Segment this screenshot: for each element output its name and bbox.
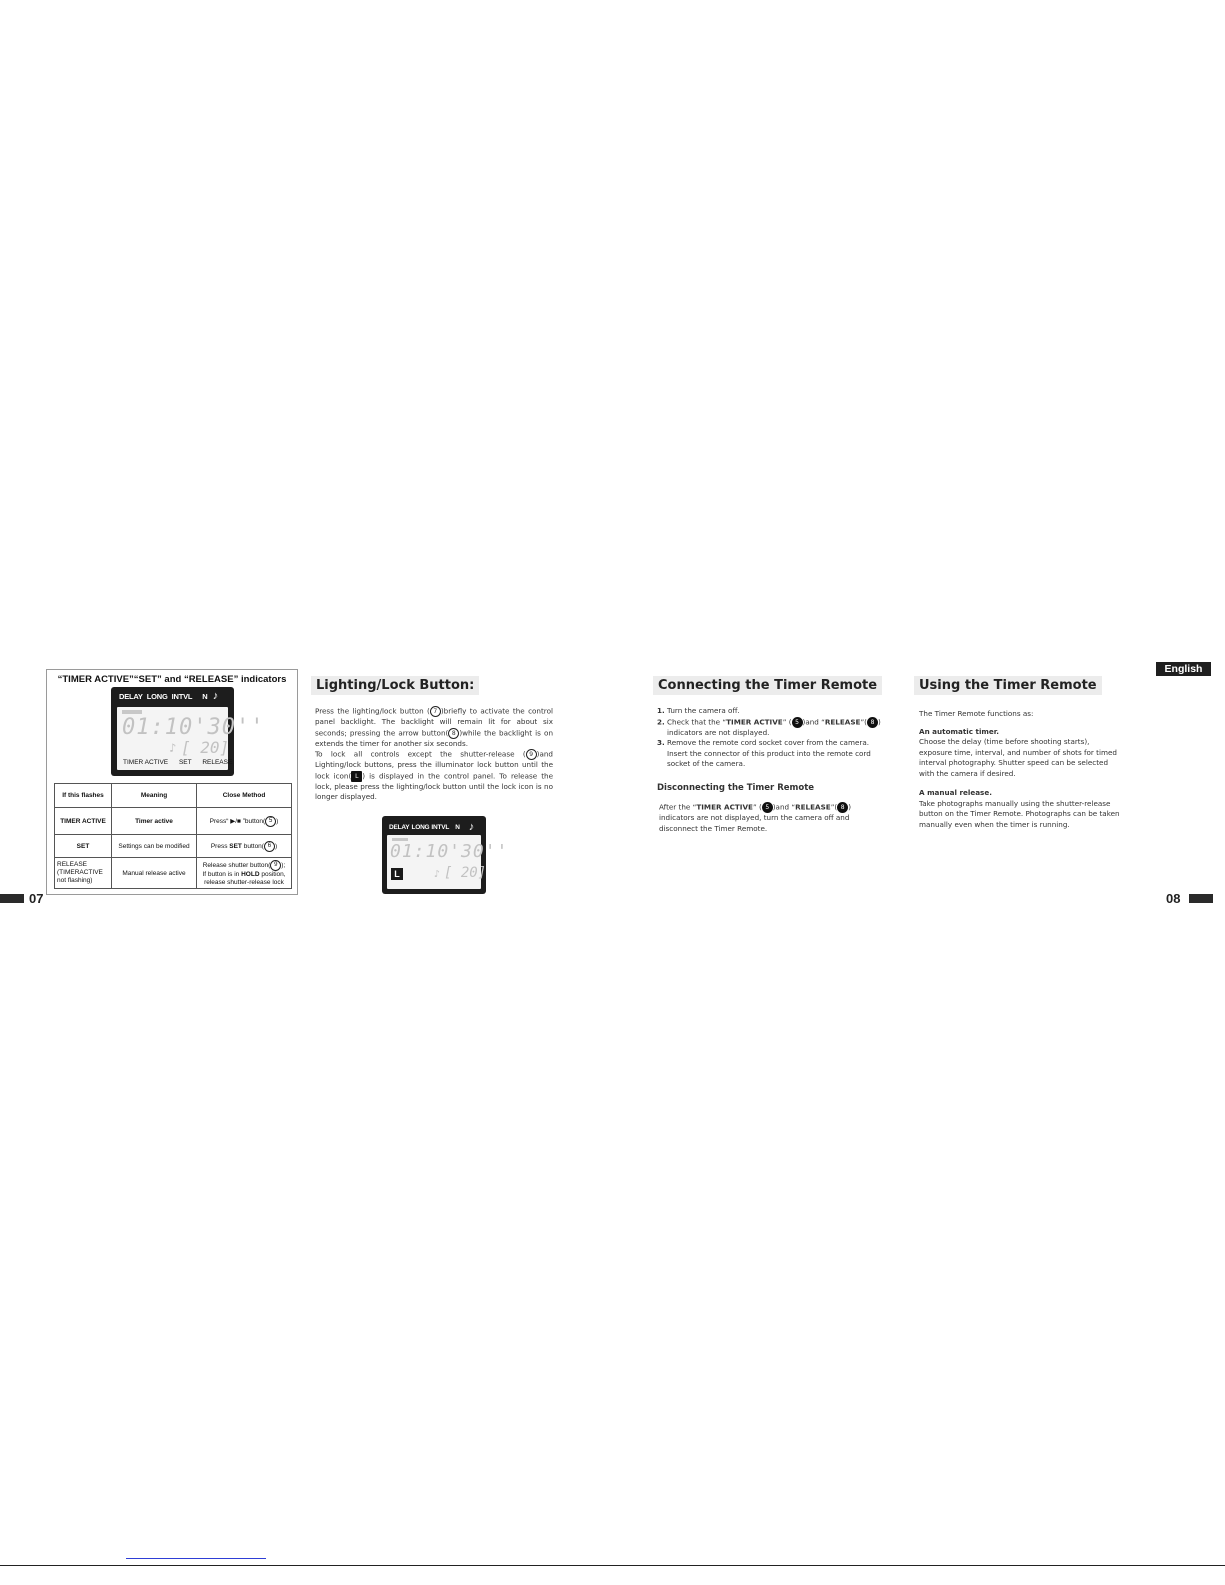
lighting-paragraph-2 [315,749,553,803]
circled-number-icon: 8 [837,802,848,813]
circled-number-icon: 9 [526,749,537,760]
lcd-label-long: LONG [411,824,430,831]
using-text [919,709,1159,830]
disconnecting-line [659,802,899,813]
step-text: Insert the connector of this product into the remote cord [667,748,871,758]
paragraph-line: exposure time, interval, and number of shots for timed [919,747,1117,757]
circled-number-icon: 5 [265,816,276,827]
circled-number-icon: 6 [264,841,275,852]
paragraph-line: with the camera if desired. [919,768,1016,778]
page-number-bar-left [0,894,24,903]
lighting-paragraph-1 [315,706,553,749]
close-text: release shutter-release lock [204,878,284,886]
table-row [55,858,292,889]
circled-number-icon: 5 [792,717,803,728]
lcd-screen [387,835,509,889]
indicator-panel [46,669,298,895]
step-bold: TIMER ACTIVE [726,717,783,726]
lcd-label-n: N [202,692,208,701]
lock-icon: L [351,771,362,782]
table-cell-flash: SET [55,835,112,858]
list-item [657,717,897,739]
step-text: )and “ [802,717,825,726]
using-intro: The Timer Remote functions as: [919,709,1034,718]
manual-release-title: A manual release. [919,788,992,797]
lcd-screen [117,707,265,770]
page-number-left: 07 [29,891,44,906]
circled-number-icon: 8 [867,717,878,728]
lcd-count-digits: [ 20] [181,738,230,757]
paragraph-bold: RELEASE [795,802,831,812]
bottom-divider [0,1565,1225,1566]
close-bold: HOLD [241,870,260,878]
paragraph-text: After the “ [659,802,697,812]
lcd-count-symbol: ♪ [434,869,441,880]
table-cell-meaning: Timer active [112,808,197,835]
lcd-label-long: LONG [146,692,168,701]
paragraph-line: manually even when the timer is running. [919,819,1070,829]
lock-icon: L [391,868,403,880]
table-cell-close [197,858,292,889]
lcd-label-delay: DELAY [119,692,143,701]
link-underline [126,1558,266,1559]
music-note-icon: ♪ [212,690,218,702]
table-cell-meaning: Manual release active [112,858,197,889]
step-number: 1. [657,706,665,715]
music-note-icon: ♪ [468,821,474,833]
lcd-bottom-labels [123,759,233,766]
step-text: ” ( [782,717,792,726]
lcd-locked-illustration [382,816,509,894]
paragraph-line: Choose the delay (time before shooting starts), [919,737,1090,746]
table-row [55,808,292,835]
spacer [919,779,1159,788]
lcd-label-n: N [455,824,460,831]
paragraph-text: )and Lighting/lock buttons, press the illuminator lock button until the lock icon( [315,749,553,780]
lcd-label-release: RELEASE [202,759,233,766]
lcd-label-set: SET [178,759,192,766]
table-cell-meaning: Settings can be modified [112,835,197,858]
close-text: ); [281,861,286,869]
disconnecting-text [659,802,899,834]
paragraph-text: ) is displayed in the control panel. To release the lock, please press the lighting/lock button until the lock icon is no longer displayed. [315,771,554,801]
lcd-label-intvl: INTVL [431,824,450,831]
circled-number-icon: 7 [430,706,441,717]
paragraph-line: interval photography. Shutter speed can be selected [919,758,1109,767]
step-text: ) [877,717,881,726]
indicator-panel-title: “TIMER ACTIVE”“SET” and “RELEASE” indicators [57,674,287,685]
lighting-lock-text [315,706,553,803]
circled-number-icon: 5 [762,802,773,813]
table-cell-flash [55,858,112,889]
paragraph-line: Take photographs manually using the shutter-release [919,798,1111,808]
step-text: ”( [860,717,867,726]
table-header-row [55,784,292,808]
connecting-heading: Connecting the Timer Remote [653,676,882,695]
table-header: Close Method [197,784,292,808]
lcd-count-digits: [ 20] [444,865,487,881]
step-text: Turn the camera off. [667,706,740,715]
table-cell-flash: TIMER ACTIVE [55,808,112,835]
table-cell-close [197,808,292,835]
paragraph-text: To lock all controls except the shutter-release ( [315,749,526,759]
paragraph-text: )briefly to activate the control panel backlight. The backlight will remain lit for about six seconds; pressing the arrow button( [315,706,553,737]
manual-release-block [919,788,1159,830]
circled-number-icon: 9 [270,860,281,871]
automatic-timer-block [919,727,1159,780]
close-text: position, [259,870,286,878]
lighting-lock-heading: Lighting/Lock Button: [311,676,479,695]
close-text: button( [241,842,264,850]
close-text: If button is in [202,870,242,878]
close-text: ) [276,817,279,825]
paragraph-text: ) [848,802,852,812]
lcd-mode-labels [119,692,226,706]
page-number-bar-right [1189,894,1213,903]
disconnecting-line: disconnect the Timer Remote. [659,823,768,833]
close-text: Press [210,842,230,850]
list-item [657,706,897,717]
table-header: Meaning [112,784,197,808]
close-text: ) [274,842,278,850]
step-number: 3. [657,738,665,747]
table-header: If this flashes [55,784,112,808]
automatic-timer-title: An automatic timer. [919,726,1000,736]
flash-text: (TIMERACTIVE [57,869,103,876]
table-row [55,835,292,858]
lcd-label-timer-active: TIMER ACTIVE [123,759,169,766]
close-bold: SET [229,842,242,850]
table-cell-close [197,835,292,858]
language-tab: English [1156,662,1211,676]
lcd-progress-bar [122,710,142,714]
page-number-right: 08 [1166,891,1181,906]
list-item [657,738,897,770]
using-heading: Using the Timer Remote [914,676,1102,695]
lcd-time-digits: 01:10'30'' [390,841,509,862]
lcd-count-symbol: ♪ [169,741,177,755]
spacer [919,720,1159,727]
paragraph-text: ”( [830,802,838,812]
step-text: indicators are not displayed. [667,727,770,737]
flash-text: RELEASE [57,861,87,868]
close-text: Release shutter button( [202,861,271,869]
paragraph-text: )while the backlight is on extends the timer for another six seconds. [315,728,554,748]
paragraph-text: ” ( [752,802,762,812]
lcd-time-digits: 01:10'30'' [122,715,265,740]
step-bold: RELEASE [824,717,861,726]
lcd-label-delay: DELAY [389,824,410,831]
step-number: 2. [657,717,665,726]
disconnecting-heading: Disconnecting the Timer Remote [657,783,815,793]
paragraph-text: )and “ [772,802,796,812]
lcd-display-illustration [111,687,265,776]
step-text: Remove the remote cord socket cover from the camera. [667,738,870,747]
step-text: socket of the camera. [667,759,746,768]
lcd-label-intvl: INTVL [171,692,193,701]
circled-number-icon: 8 [448,728,459,739]
paragraph-line: button on the Timer Remote. Photographs can be taken [919,809,1120,818]
paragraph-text: Press the lighting/lock button ( [315,706,430,716]
connecting-steps [657,706,897,770]
paragraph-bold: TIMER ACTIVE [696,802,753,812]
disconnecting-line: indicators are not displayed, turn the camera off and [659,813,850,822]
flash-text: not flashing) [57,877,93,884]
close-text: Press“ ▶/■ ”button( [209,817,266,825]
step-text: Check that the “ [667,717,727,726]
indicator-table [54,783,292,889]
